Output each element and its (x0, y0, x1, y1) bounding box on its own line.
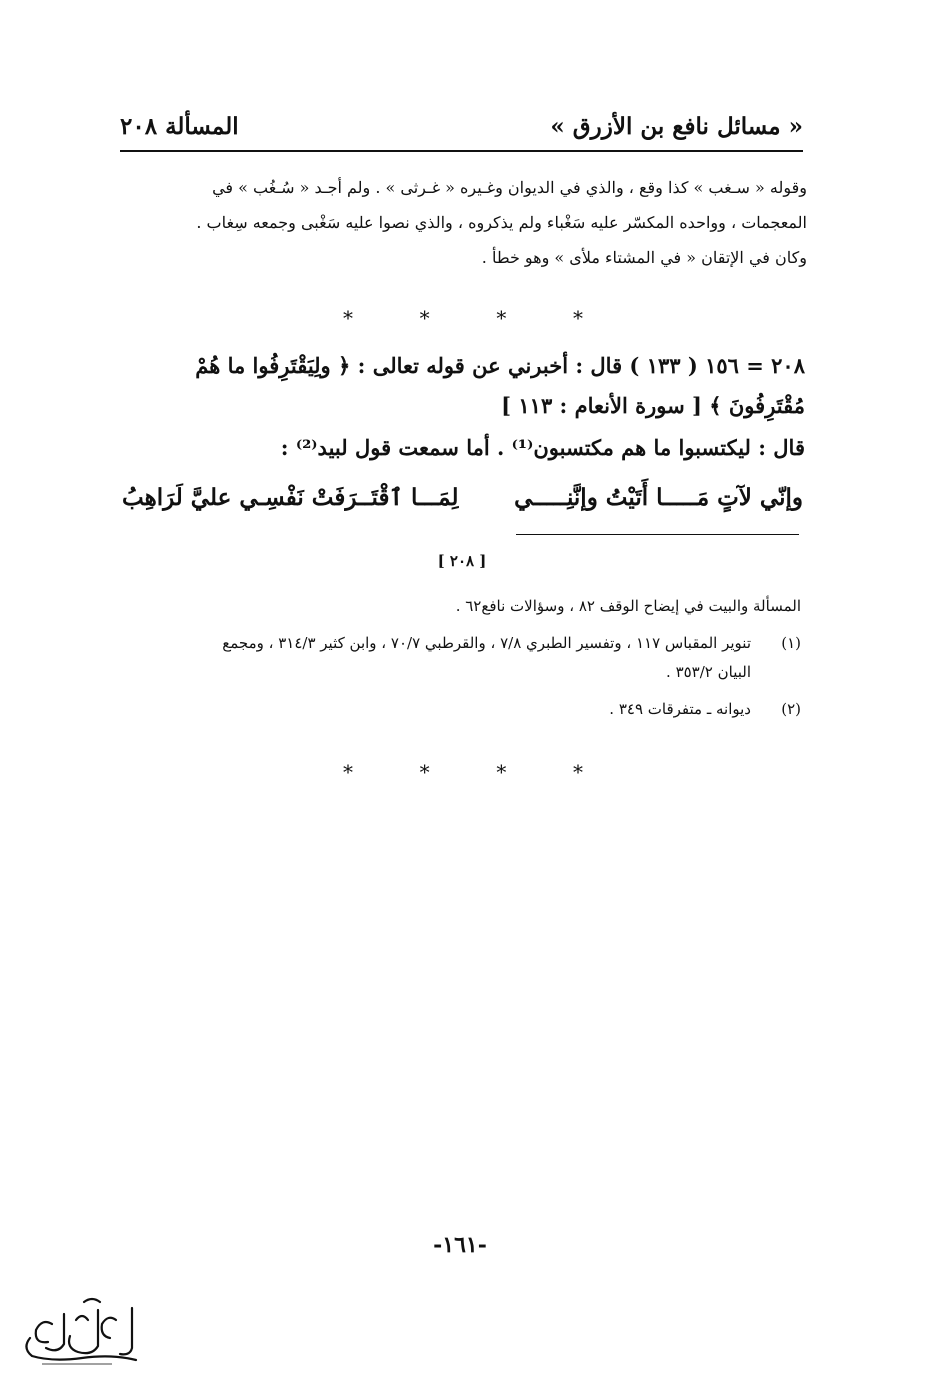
section-separator (343, 308, 583, 328)
separator-star: * (343, 306, 353, 330)
intro-line: وكان في الإتقان « في المشتاء ملأى » وهو خطأ . (481, 248, 807, 267)
separator-star: * (572, 306, 583, 330)
running-header (120, 113, 803, 147)
footnotes (112, 592, 801, 724)
footnote-item (112, 695, 801, 724)
intro-paragraph (140, 170, 807, 275)
footnote-rule (516, 534, 799, 535)
separator-star: * (419, 306, 430, 330)
question-line: مُقْتَرِفُونَ ﴾ [ سورة الأنعام : ١١٣ ] (501, 393, 805, 418)
separator-star: * (572, 760, 583, 784)
header-rule (120, 150, 803, 152)
section-separator (343, 762, 583, 782)
page-number: -١٦١- (433, 1232, 487, 1258)
book-title: « مسائل نافع بن الأزرق » (550, 113, 803, 140)
intro-line: المعجمات ، وواحده المكسّر عليه سَغْباء ولم يذكروه ، والذي نصوا عليه سَغْبى وجمعه سِغاب . (196, 213, 807, 232)
question-block (122, 345, 805, 469)
issue-label: المسألة ٢٠٨ (120, 113, 239, 140)
verse-first-hemistich: وإنّي لآتٍ مَـــــا أَتَيْتُ وإنَّنِـــــي (514, 484, 803, 511)
separator-star: * (419, 760, 430, 784)
footnote-text: تنوير المقباس ١١٧ ، وتفسير الطبري ٧/٨ ، والقرطبي ٧٠/٧ ، وابن كثير ٣١٤/٣ ، ومجمع (222, 634, 751, 652)
footnote-intro-text: المسألة والبيت في إيضاح الوقف ٨٢ ، وسؤالات نافع٦٢ . (455, 597, 801, 615)
separator-star: * (343, 760, 353, 784)
poem-verse (122, 475, 803, 521)
answer-line: قال : ليكتسبوا ما هم مكتسبون⁽¹⁾ . أما سمعت قول لبيد⁽²⁾ : (280, 435, 805, 460)
verse-second-hemistich: لِمَـــا ٱقْتَــرَفَتْ نَفْسِـي عليَّ لَرَاهِبُ (122, 484, 459, 511)
question-line: ٢٠٨ = ١٥٦ ( ١٣٣ ) قال : أخبرني عن قوله تعالى : ﴿ ولِيَقْتَرِفُوا ما هُمْ (195, 353, 805, 378)
calligraphy-logo-icon (12, 1290, 142, 1370)
intro-line: وقوله « سـغب » كذا وقع ، والذي في الديوان وغـيره « غـرثى » . ولم أجـد « سُـغُب » في (212, 178, 807, 197)
separator-star: * (496, 306, 507, 330)
footnote-intro (112, 592, 801, 621)
footnote-mark: (١) (781, 634, 801, 652)
footnote-item (112, 629, 801, 687)
footnote-mark: (٢) (781, 700, 801, 718)
footnote-section-number: [ ٢٠٨ ] (437, 552, 487, 570)
footnote-text-continuation: البيان ٣٥٣/٢ . (666, 663, 751, 681)
footnote-text: ديوانه ـ متفرقات ٣٤٩ . (609, 700, 751, 718)
separator-star: * (496, 760, 507, 784)
